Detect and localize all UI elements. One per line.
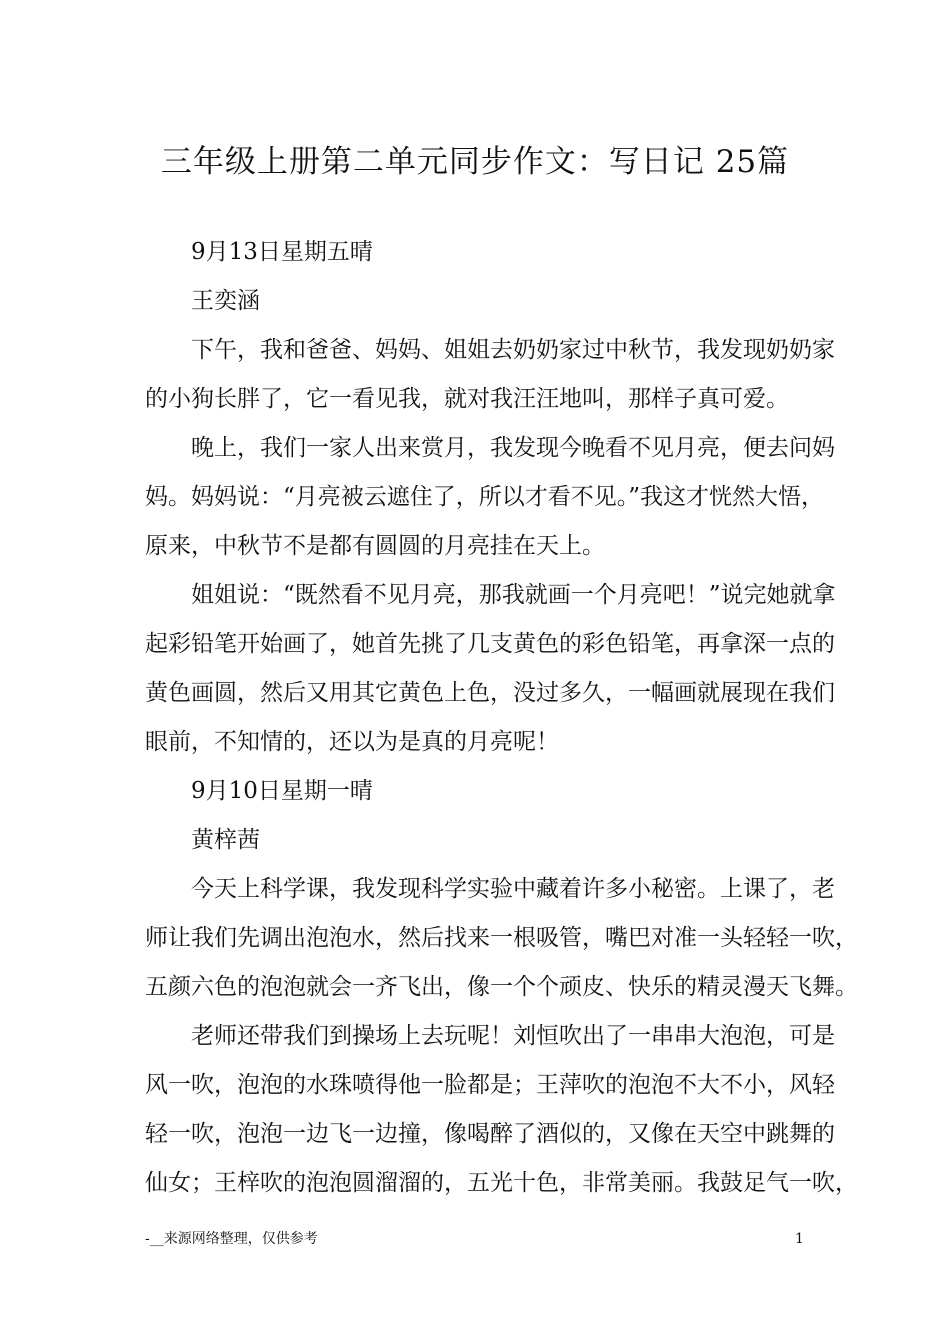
text-line: 姐姐说：“既然看不见月亮，那我就画一个月亮吧！”说完她就拿 — [191, 582, 836, 608]
text-line: 今天上科学课，我发现科学实验中藏着许多小秘密。上课了，老 — [191, 876, 835, 902]
text-line: 五颜六色的泡泡就会一齐飞出，像一个个顽皮、快乐的精灵漫天飞舞。 — [145, 974, 858, 1000]
text-line: 黄梓茜 — [191, 827, 260, 853]
text-line: 轻一吹，泡泡一边飞一边撞，像喝醉了酒似的，又像在天空中跳舞的 — [145, 1121, 835, 1147]
text-line: 师让我们先调出泡泡水，然后找来一根吸管，嘴巴对准一头轻轻一吹， — [145, 925, 858, 951]
text-line: 老师还带我们到操场上去玩呢！刘恒吹出了一串串大泡泡，可是 — [191, 1023, 835, 1049]
text-line: 晚上，我们一家人出来赏月，我发现今晚看不见月亮，便去问妈 — [191, 435, 835, 461]
text-line: 王奕涵 — [191, 288, 260, 314]
document-title: 三年级上册第二单元同步作文：写日记 25篇 — [160, 144, 790, 180]
text-line: 仙女；王梓吹的泡泡圆溜溜的，五光十色，非常美丽。我鼓足气一吹， — [145, 1170, 858, 1196]
text-line: 风一吹，泡泡的水珠喷得他一脸都是；王萍吹的泡泡不大不小，风轻 — [145, 1072, 835, 1098]
text-line: 9月10日星期一晴 — [191, 778, 373, 804]
text-line: 妈。妈妈说：“月亮被云遮住了，所以才看不见。”我这才恍然大悟， — [145, 484, 825, 510]
text-line: 的小狗长胖了，它一看见我，就对我汪汪地叫，那样子真可爱。 — [145, 386, 789, 412]
footer-note: -__来源网络整理，仅供参考 — [145, 1231, 318, 1247]
text-line: 眼前，不知情的，还以为是真的月亮呢！ — [145, 729, 559, 755]
text-line: 下午，我和爸爸、妈妈、姐姐去奶奶家过中秋节，我发现奶奶家 — [191, 337, 835, 363]
document-body — [145, 228, 858, 1208]
page-number: 1 — [795, 1231, 804, 1247]
text-line: 9月13日星期五晴 — [191, 239, 373, 265]
text-line: 起彩铅笔开始画了，她首先挑了几支黄色的彩色铅笔，再拿深一点的 — [145, 631, 835, 657]
text-line: 原来，中秋节不是都有圆圆的月亮挂在天上。 — [145, 533, 605, 559]
text-line: 黄色画圆，然后又用其它黄色上色，没过多久，一幅画就展现在我们 — [145, 680, 835, 706]
